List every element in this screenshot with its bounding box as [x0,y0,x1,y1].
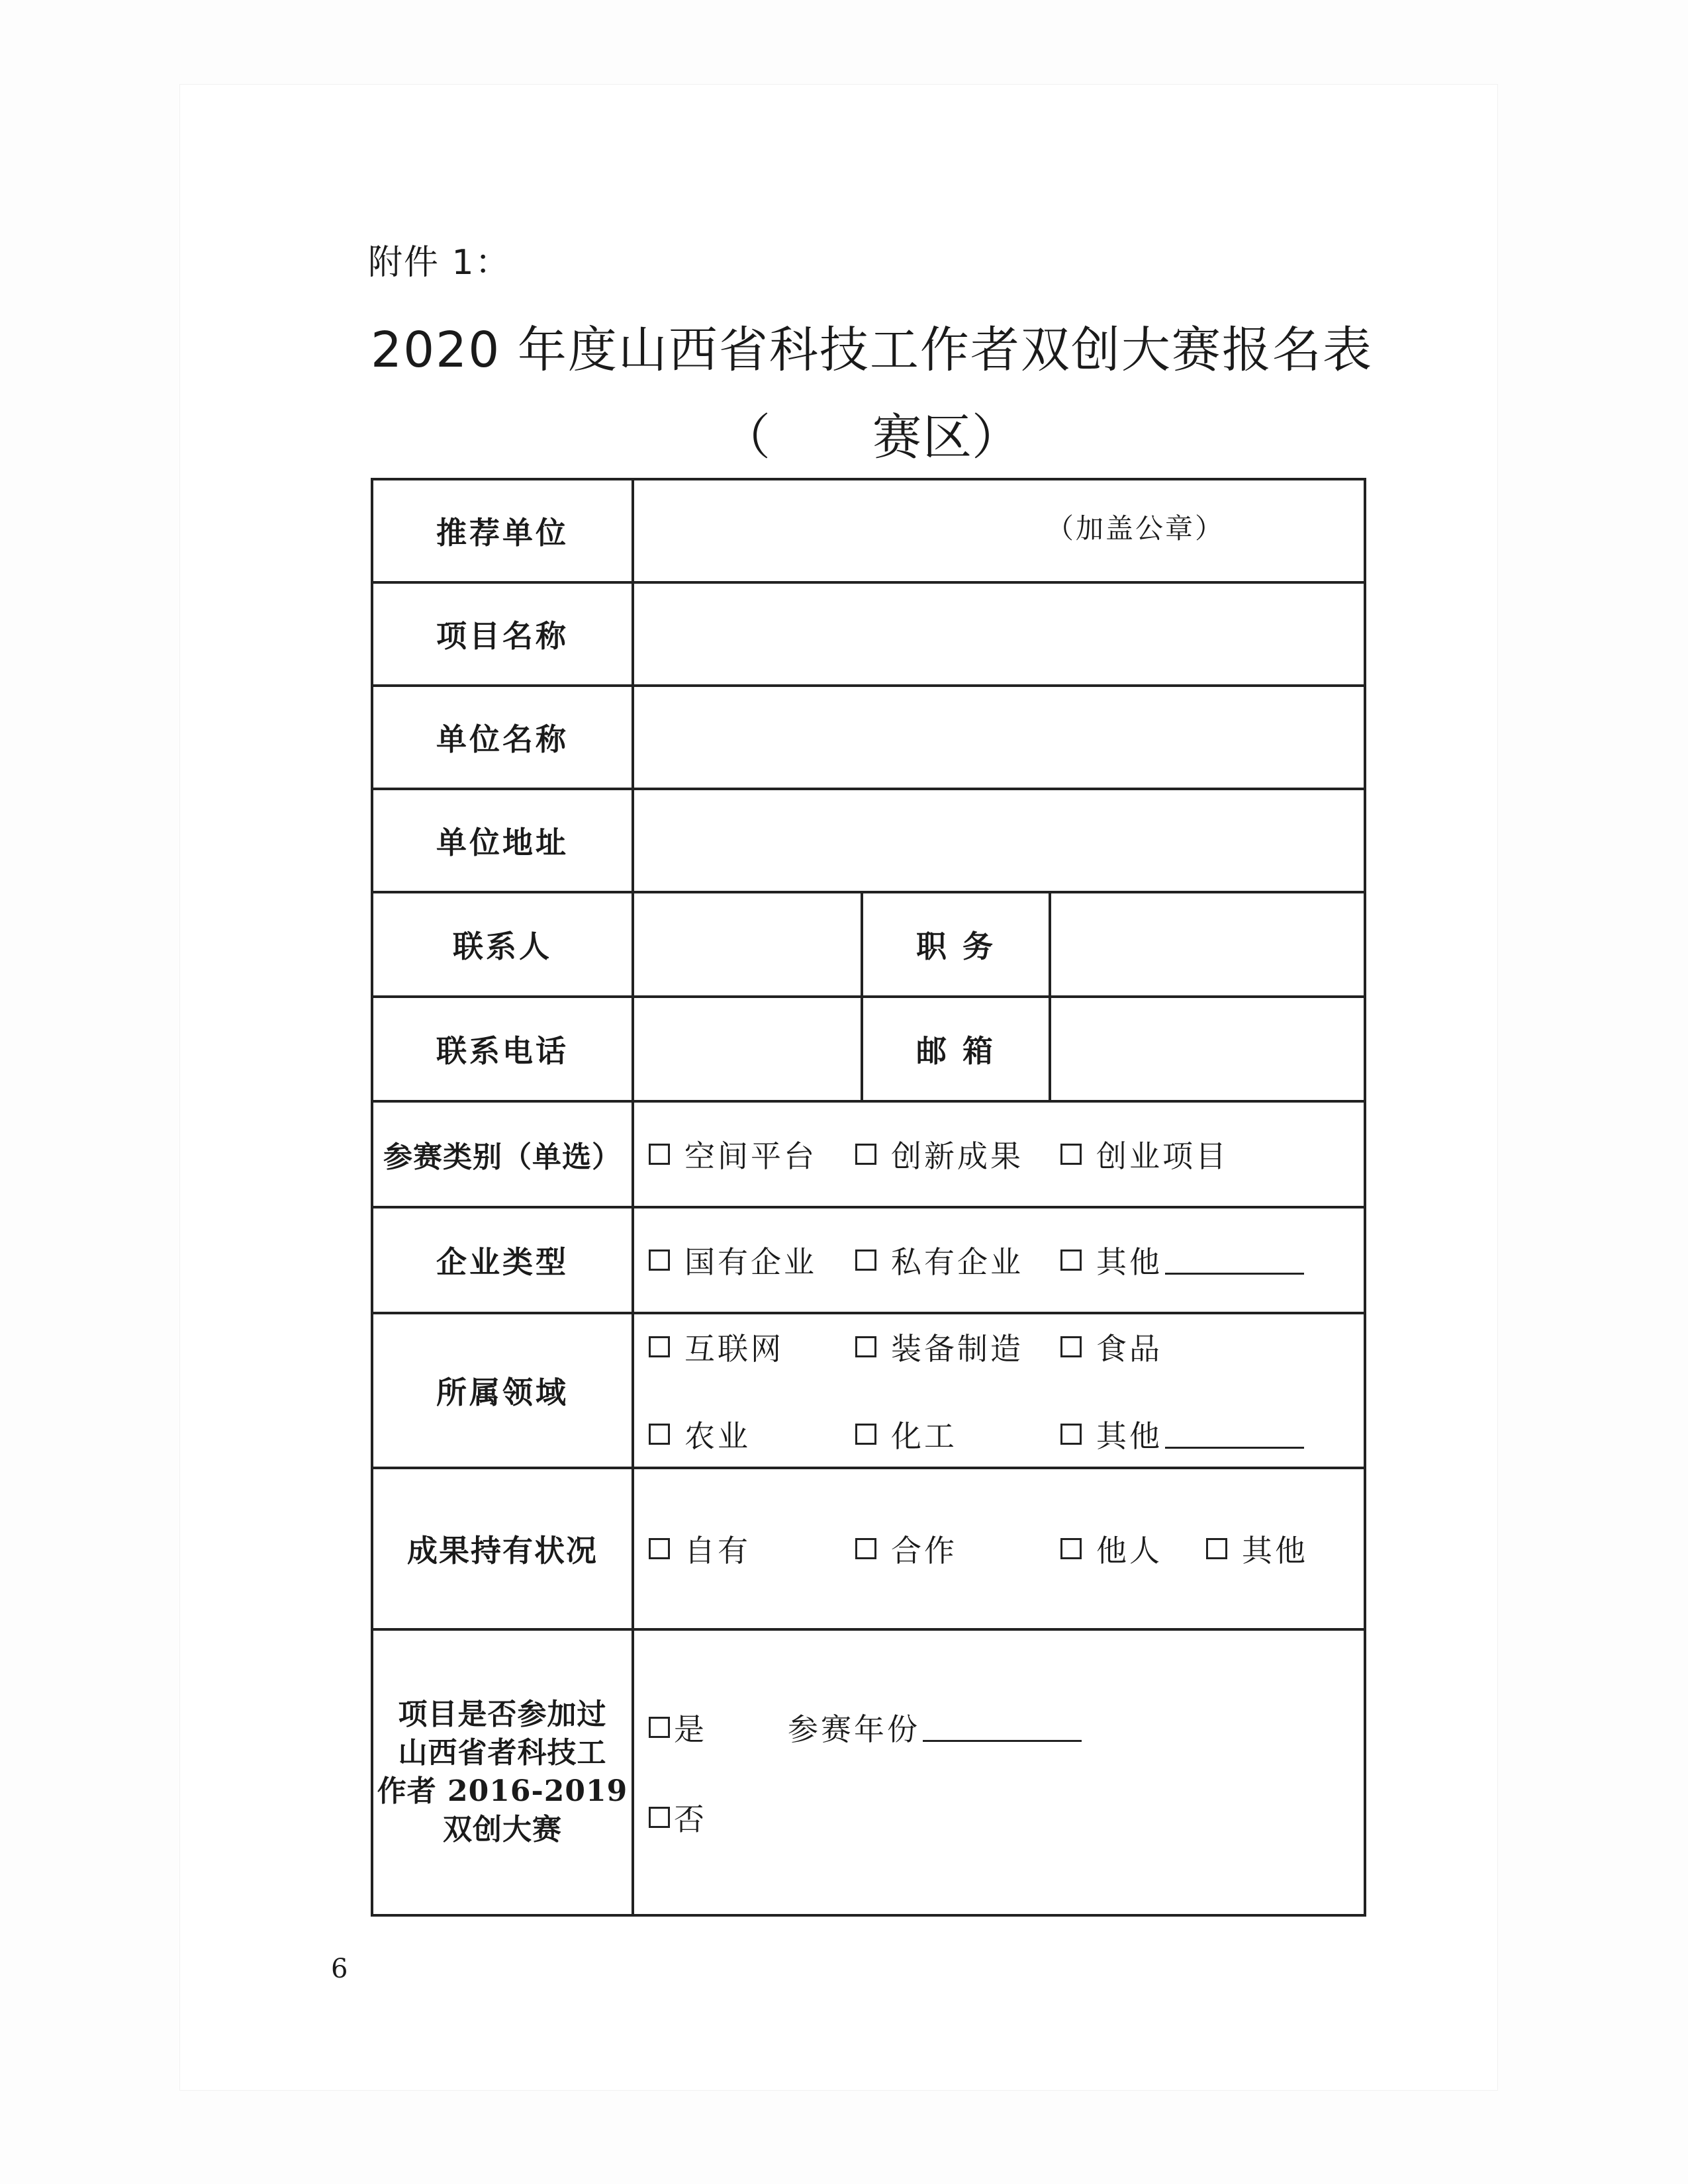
field-option-chemical[interactable]: 化工 [855,1412,1060,1456]
unit-name-field[interactable] [633,686,1365,789]
row-unit-name [372,686,1365,789]
ownership-option-others[interactable]: 他人 [1060,1527,1206,1570]
checkbox-icon[interactable] [1060,1250,1082,1271]
field-other-blank[interactable] [1165,1420,1304,1449]
category-options [633,1101,1365,1207]
position-label: 职 务 [862,892,1050,997]
enterprise-option-other[interactable]: 其他 [1060,1238,1304,1282]
checkbox-icon[interactable] [649,1424,670,1445]
row-recommending-unit [372,479,1365,582]
region-label: 赛区 [872,409,973,466]
unit-address-field[interactable] [633,789,1365,892]
checkbox-icon[interactable] [1060,1336,1082,1357]
field-options [633,1313,1365,1468]
field-option-food[interactable]: 食品 [1060,1325,1162,1369]
project-name-label: 项目名称 [372,582,633,686]
row-contact-person [372,892,1365,997]
participation-year[interactable]: 参赛年份 [788,1706,1082,1749]
row-participated [372,1629,1365,1915]
row-ownership [372,1468,1365,1629]
participated-label: 项目是否参加过 山西省者科技工 作者 2016-2019 双创大赛 [372,1629,633,1915]
checkbox-icon[interactable] [649,1144,670,1165]
participated-options [633,1629,1365,1915]
enterprise-type-options [633,1207,1365,1313]
ownership-option-other[interactable]: 其他 [1206,1527,1308,1570]
category-option-innovation[interactable]: 创新成果 [855,1132,1060,1176]
enterprise-type-label: 企业类型 [372,1207,633,1313]
field-option-internet[interactable]: 互联网 [649,1325,855,1369]
unit-address-label: 单位地址 [372,789,633,892]
contact-person-label: 联系人 [372,892,633,997]
email-field[interactable] [1050,997,1365,1101]
unit-name-label: 单位名称 [372,686,633,789]
enterprise-other-blank[interactable] [1165,1246,1304,1275]
project-name-field[interactable] [633,582,1365,686]
participated-option-yes[interactable]: 是 [649,1706,788,1749]
ownership-option-self[interactable]: 自有 [649,1527,855,1570]
position-field[interactable] [1050,892,1365,997]
row-project-name [372,582,1365,686]
region-bracket-close: ） [972,409,1021,466]
ownership-label: 成果持有状况 [372,1468,633,1629]
checkbox-icon[interactable] [855,1336,876,1357]
participation-year-blank[interactable] [923,1713,1082,1742]
checkbox-icon[interactable] [1060,1424,1082,1445]
field-label: 所属领域 [372,1313,633,1468]
checkbox-icon[interactable] [649,1717,670,1738]
row-category [372,1101,1365,1207]
region-bracket-open: （ [722,409,771,466]
contact-phone-label: 联系电话 [372,997,633,1101]
form-title: 2020 年度山西省科技工作者双创大赛报名表 [371,322,1373,379]
row-unit-address [372,789,1365,892]
email-label: 邮 箱 [862,997,1050,1101]
ownership-options [633,1468,1365,1629]
contact-phone-field[interactable] [633,997,862,1101]
field-option-agriculture[interactable]: 农业 [649,1412,855,1456]
page-number: 6 [331,1954,348,1984]
checkbox-icon[interactable] [649,1336,670,1357]
checkbox-icon[interactable] [855,1538,876,1559]
checkbox-icon[interactable] [855,1250,876,1271]
checkbox-icon[interactable] [855,1424,876,1445]
field-option-equipment[interactable]: 装备制造 [855,1325,1060,1369]
row-field [372,1313,1365,1468]
recommending-unit-label: 推荐单位 [372,479,633,582]
seal-note: （加盖公章） [1046,512,1225,545]
participated-option-no[interactable]: 否 [649,1796,707,1839]
category-option-startup[interactable]: 创业项目 [1060,1132,1229,1176]
checkbox-icon[interactable] [649,1538,670,1559]
recommending-unit-field[interactable] [633,479,1365,582]
enterprise-option-state[interactable]: 国有企业 [649,1238,855,1282]
registration-table [371,478,1366,1917]
checkbox-icon[interactable] [1206,1538,1227,1559]
row-enterprise-type [372,1207,1365,1313]
category-option-space-platform[interactable]: 空间平台 [649,1132,855,1176]
row-contact-phone [372,997,1365,1101]
checkbox-icon[interactable] [649,1807,670,1828]
category-label: 参赛类别（单选） [372,1101,633,1207]
contact-person-field[interactable] [633,892,862,997]
checkbox-icon[interactable] [649,1250,670,1271]
checkbox-icon[interactable] [855,1144,876,1165]
checkbox-icon[interactable] [1060,1144,1082,1165]
checkbox-icon[interactable] [1060,1538,1082,1559]
field-option-other[interactable]: 其他 [1060,1412,1304,1456]
ownership-option-cooperation[interactable]: 合作 [855,1527,1060,1570]
attachment-label: 附件 1： [368,243,511,283]
enterprise-option-private[interactable]: 私有企业 [855,1238,1060,1282]
